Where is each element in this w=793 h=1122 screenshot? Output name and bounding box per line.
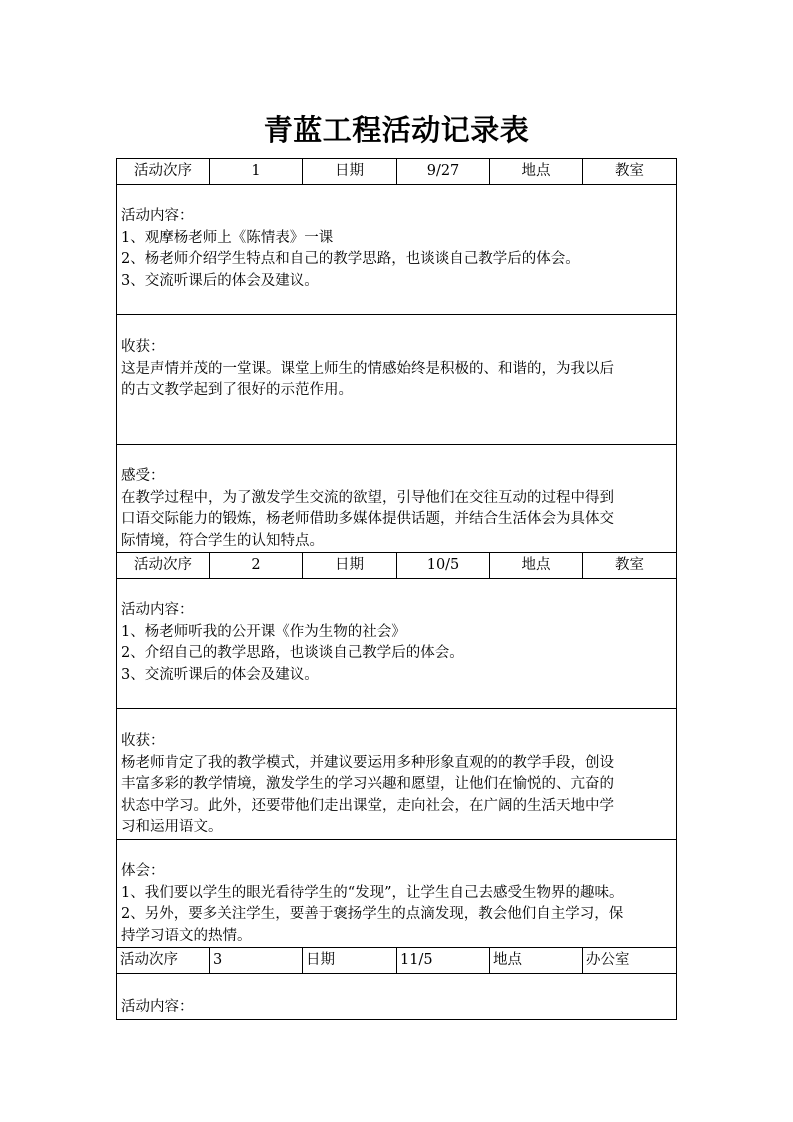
feeling-line: 在教学过程中，为了激发学生交流的欲望，引导他们在交往互动的过程中得到	[121, 489, 614, 506]
feeling-line: 际情境，符合学生的认知特点。	[121, 532, 324, 549]
activity-record-table	[116, 158, 677, 1020]
gain-line: 状态中学习。此外，还要带他们走出课堂，走向社会，在广阔的生活天地中学	[121, 797, 614, 814]
content-cell	[117, 185, 677, 315]
content-line: 1、杨老师听我的公开课《作为生物的社会》	[121, 623, 406, 640]
feeling-row	[117, 445, 677, 553]
feeling-line: 2、另外，要多关注学生，要善于褒扬学生的点滴发现，教会他们自主学习，保	[121, 906, 624, 922]
activity-header-row	[117, 948, 677, 974]
activity-header-row	[117, 159, 677, 185]
date-label: 日期	[303, 553, 397, 579]
gain-line: 杨老师肯定了我的教学模式，并建议要运用多种形象直观的的教学手段，创设	[121, 754, 614, 771]
content-row	[117, 974, 677, 1020]
content-label: 活动内容：	[121, 602, 194, 618]
content-row	[117, 579, 677, 709]
order-label: 活动次序	[117, 948, 210, 974]
gain-label: 收获：	[121, 339, 165, 355]
content-row	[117, 185, 677, 315]
date-value: 11/5	[397, 948, 490, 974]
feeling-cell	[117, 840, 677, 948]
feeling-label: 感受：	[121, 468, 165, 484]
date-value: 10/5	[397, 553, 490, 579]
feeling-row	[117, 840, 677, 948]
gain-cell	[117, 315, 677, 445]
content-line: 2、杨老师介绍学生特点和自己的教学思路，也谈谈自己教学后的体会。	[121, 251, 580, 267]
date-value: 9/27	[397, 159, 490, 185]
activity-header-row	[117, 553, 677, 579]
place-label: 地点	[490, 553, 583, 579]
content-line: 2、介绍自己的教学思路，也谈谈自己教学后的体会。	[121, 645, 464, 661]
content-line: 3、交流听课后的体会及建议。	[121, 272, 319, 289]
gain-row	[117, 709, 677, 840]
feeling-line: 持学习语文的热情。	[121, 927, 252, 944]
content-cell	[117, 974, 677, 1020]
content-cell	[117, 579, 677, 709]
gain-row	[117, 315, 677, 445]
order-value: 3	[210, 948, 303, 974]
date-label: 日期	[303, 948, 397, 974]
gain-cell	[117, 709, 677, 840]
feeling-label: 体会：	[121, 863, 165, 879]
content-line: 3、交流听课后的体会及建议。	[121, 666, 319, 683]
gain-line: 的古文教学起到了很好的示范作用。	[121, 382, 353, 398]
place-label: 地点	[490, 948, 583, 974]
order-label: 活动次序	[117, 553, 210, 579]
content-label: 活动内容：	[121, 999, 194, 1015]
place-value: 教室	[583, 159, 677, 185]
gain-line: 习和运用语文。	[121, 819, 223, 835]
order-value: 2	[210, 553, 303, 579]
content-label: 活动内容：	[121, 208, 194, 224]
gain-line: 丰富多彩的教学情境，激发学生的学习兴趣和愿望，让他们在愉悦的、亢奋的	[121, 776, 614, 792]
place-value: 教室	[583, 553, 677, 579]
place-value: 办公室	[583, 948, 677, 974]
order-value: 1	[210, 159, 303, 185]
date-label: 日期	[303, 159, 397, 185]
feeling-cell	[117, 445, 677, 553]
gain-line: 这是声情并茂的一堂课。课堂上师生的情感始终是积极的、和谐的，为我以后	[121, 360, 614, 377]
page-title: 青蓝工程活动记录表	[263, 113, 530, 147]
feeling-line: 口语交际能力的锻炼，杨老师借助多媒体提供话题，并结合生活体会为具体交	[121, 511, 614, 527]
place-label: 地点	[490, 159, 583, 185]
content-line: 1、观摩杨老师上《陈情表》一课	[121, 229, 334, 246]
order-label: 活动次序	[117, 159, 210, 185]
gain-label: 收获：	[121, 733, 165, 749]
feeling-line: 1、我们要以学生的眼光看待学生的“发现”，让学生自己去感受生物界的趣味。	[121, 884, 624, 901]
